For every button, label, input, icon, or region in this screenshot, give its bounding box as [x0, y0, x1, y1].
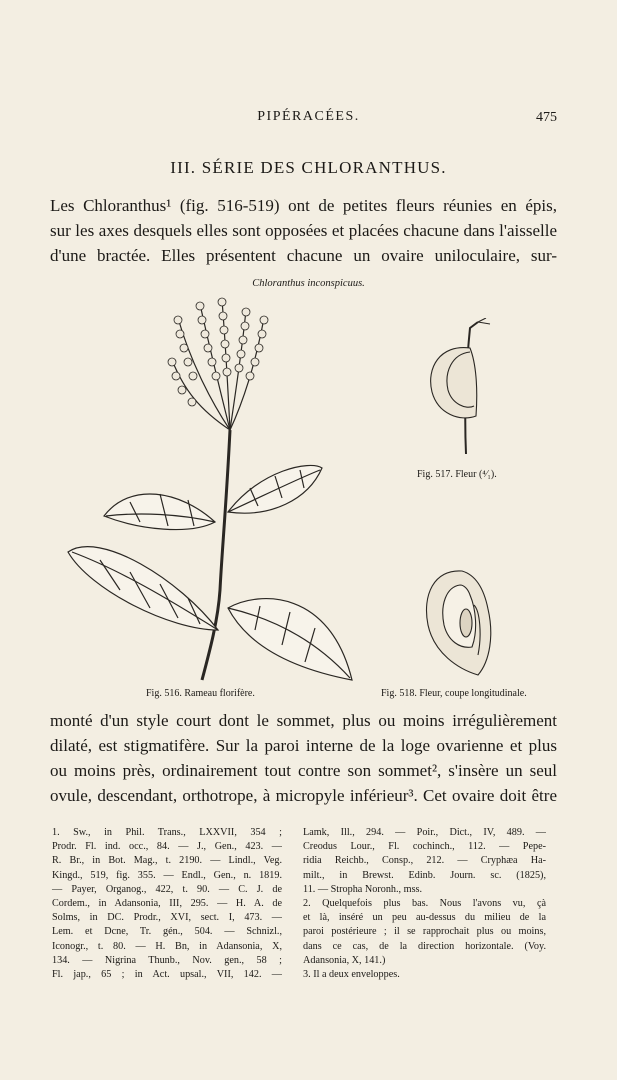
- section-title: III. SÉRIE DES CHLORANTHUS.: [170, 158, 447, 177]
- footnote-line: — Payer, Organog., 422, t. 90. — C. J. de: [52, 883, 282, 895]
- running-title: PIPÉRACÉES.: [257, 109, 360, 124]
- footnote-line: ridia Reichb., Consp., 212. — Cryphæa Ha-: [303, 855, 546, 867]
- footnote-line: 11. — Stropha Noronh., mss.: [303, 883, 423, 895]
- footnote-line: Solms, in DC. Prodr., XVI, sect. I, 473. —: [52, 912, 282, 924]
- footnote-line: Fl. jap., 65 ; in Act. upsal., VII, 142. —: [52, 968, 282, 980]
- figure-caption-516: Fig. 516. Rameau florifère.: [146, 688, 255, 699]
- text-line: dilaté, est stigmatifère. Sur la paroi interne de la loge ovarienne et plus: [50, 736, 557, 755]
- flowering-branch-illustration: [60, 290, 360, 685]
- footnote-line: 134. — Nigrina Thunb., Nov. gen., 58 ;: [52, 954, 282, 966]
- page-number: 475: [536, 110, 557, 125]
- text-line: d'une bractée. Elles présentent chacune un ovaire uniloculaire, sur-: [50, 246, 557, 265]
- footnote-line: 2. Quelquefois plus bas. Nous l'avons vu, çà: [303, 897, 546, 909]
- paragraph-intro: [50, 193, 557, 268]
- footnote-line: 3. Il a deux enveloppes.: [303, 968, 400, 980]
- text-line: ou moins près, ordinairement tout contre son sommet², s'insère un seul: [50, 761, 557, 780]
- footnote-line: Creodus Lour., Fl. cochinch., 112. — Pepe-: [303, 841, 546, 853]
- text-line: ovule, descendant, orthotrope, à micropyle inférieur³. Cet ovaire doit être: [50, 786, 557, 805]
- flower-section-illustration: [420, 565, 500, 680]
- figure-caption-517: Fig. 517. Fleur (⁴⁄₁).: [417, 469, 497, 480]
- footnote-line: paroi postérieure ; il se rapprochait plus ou moins,: [303, 926, 546, 938]
- flower-illustration: [420, 318, 510, 458]
- footnote-line: milt., in Brewst. Edinb. Journ. sc. (1825),: [303, 869, 546, 881]
- footnote-line: Lem. et Dcne, Tr. gén., 504. — Schnizl.,: [52, 926, 282, 938]
- footnote-line: et là, inséré un peu au-dessus du milieu de la: [303, 912, 546, 924]
- species-caption: Chloranthus inconspicuus.: [252, 278, 365, 289]
- footnote-line: 1. Sw., in Phil. Trans., LXXVII, 354 ;: [52, 827, 282, 838]
- text-line: Les Chloranthus¹ (fig. 516-519) ont de petites fleurs réunies en épis,: [50, 196, 557, 215]
- footnotes-left-column: [52, 826, 282, 982]
- footnote-line: Cordem., in Adansonia, III, 295. — H. A. de: [52, 897, 282, 909]
- footnote-line: R. Br., in Bot. Mag., t. 2190. — Lindl., Veg.: [52, 855, 282, 867]
- footnote-line: Prodr. Fl. ind. occ., 84. — J., Gen., 423. —: [52, 841, 282, 853]
- text-line: monté d'un style court dont le sommet, plus ou moins irrégulièrement: [50, 711, 557, 730]
- footnote-line: Iconogr., t. 80. — H. Bn, in Adansonia, X,: [52, 940, 282, 952]
- footnote-line: Lamk, Ill., 294. — Poir., Dict., IV, 489. —: [303, 827, 546, 838]
- footnotes-right-column: [303, 826, 546, 982]
- text-line: sur les axes desquels elles sont opposées et placées chacune dans l'aisselle: [50, 221, 557, 240]
- paragraph-continued: [50, 708, 557, 808]
- running-head: [0, 109, 617, 129]
- figure-caption-518: Fig. 518. Fleur, coupe longitudinale.: [381, 688, 527, 699]
- footnote-line: Kingd., 519, fig. 355. — Endl., Gen., n. 1819.: [52, 869, 282, 881]
- footnote-line: Adansonia, X, 141.): [303, 954, 386, 966]
- footnote-line: dans ce cas, de la direction horizontale. (Voy.: [303, 940, 546, 952]
